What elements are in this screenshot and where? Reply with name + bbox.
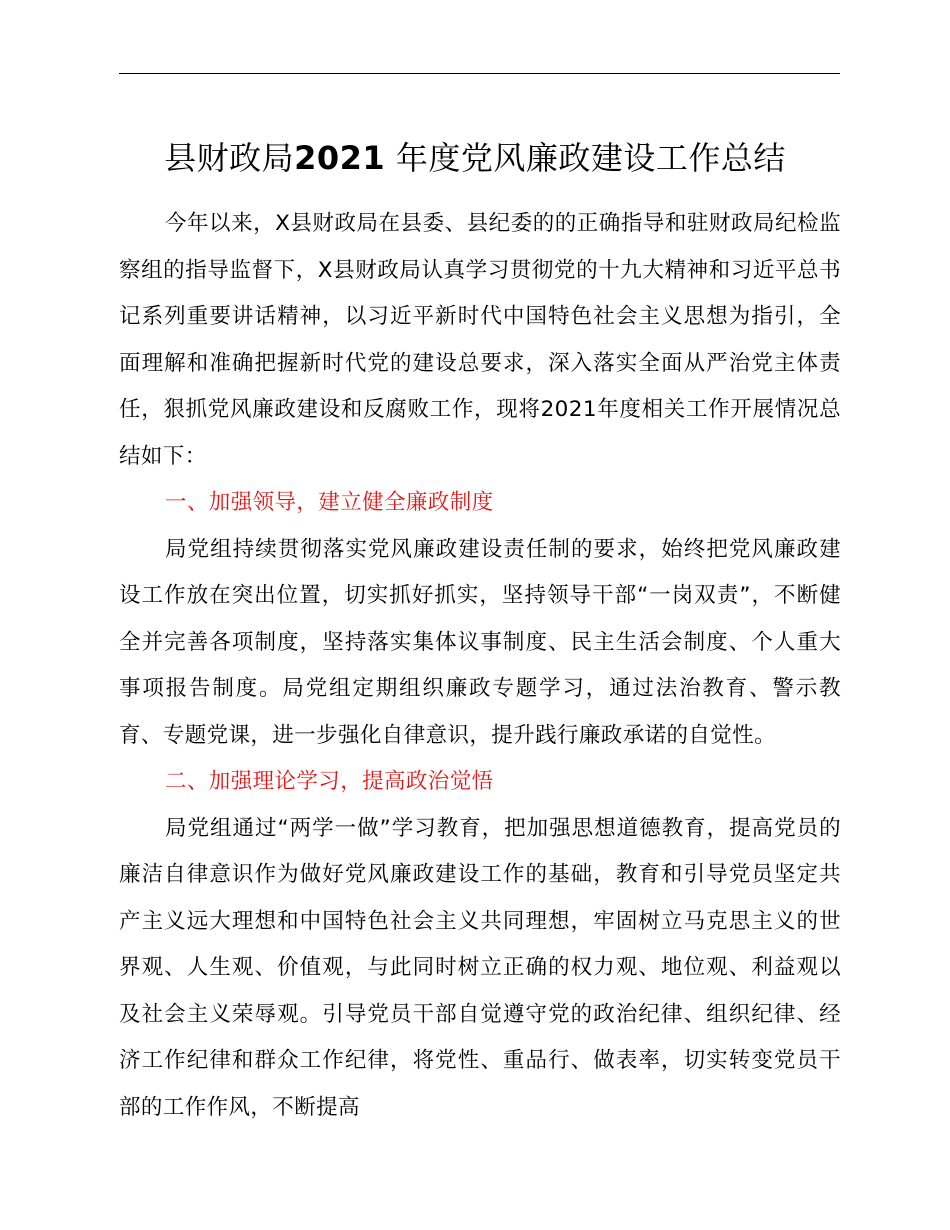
title-suffix: 年度党风廉政建设工作总结: [395, 139, 786, 177]
section-paragraph-2: 局党组通过“两学一做”学习教育，把加强思想道德教育，提高党员的廉洁自律意识作为做好党风廉政建设工作的基础，教育和引导党员坚定共产主义远大理想和中国特色社会主义共同理想，牢固树立马克思主义的世界观、人生观、价值观，与此同时树立正确的权力观、地位观、利益观以及社会主义荣辱观。引导党员干部自觉遵守党的政治纪律、组织纪律、经济工作纪律和群众工作纪律，将党性、重品行、做表率，切实转变党员干部的工作作风，不断提高: [119, 815, 841, 1120]
title-prefix: 县财政局: [164, 139, 295, 177]
section-heading-2: 二、加强理论学习，提高政治觉悟: [165, 769, 494, 794]
section-paragraph-1: 局党组持续贯彻落实党风廉政建设责任制的要求，始终把党风廉政建设工作放在突出位置，切实抓好抓实，坚持领导干部“一岗双责”，不断健全并完善各项制度，坚持落实集体议事制度、民主生活会制度、个人重大事项报告制度。局党组定期组织廉政专题学习，通过法治教育、警示教育、专题党课，进一步强化自律意识，提升践行廉政承诺的自觉性。: [119, 536, 841, 748]
section-heading-1: 一、加强领导，建立健全廉政制度: [165, 490, 494, 515]
header-rule: [119, 73, 840, 74]
document-title: [100, 132, 850, 184]
title-year: 2021: [294, 139, 386, 177]
intro-paragraph: 今年以来，X县财政局在县委、县纪委的的正确指导和驻财政局纪检监察组的指导监督下，X县财政局认真学习贯彻党的十九大精神和习近平总书记系列重要讲话精神，以习近平新时代中国特色社会主义思想为指引，全面理解和准确把握新时代党的建设总要求，深入落实全面从严治党主体责任，狠抓党风廉政建设和反腐败工作，现将2021年度相关工作开展情况总结如下：: [119, 211, 841, 469]
document-body: [119, 201, 841, 1131]
